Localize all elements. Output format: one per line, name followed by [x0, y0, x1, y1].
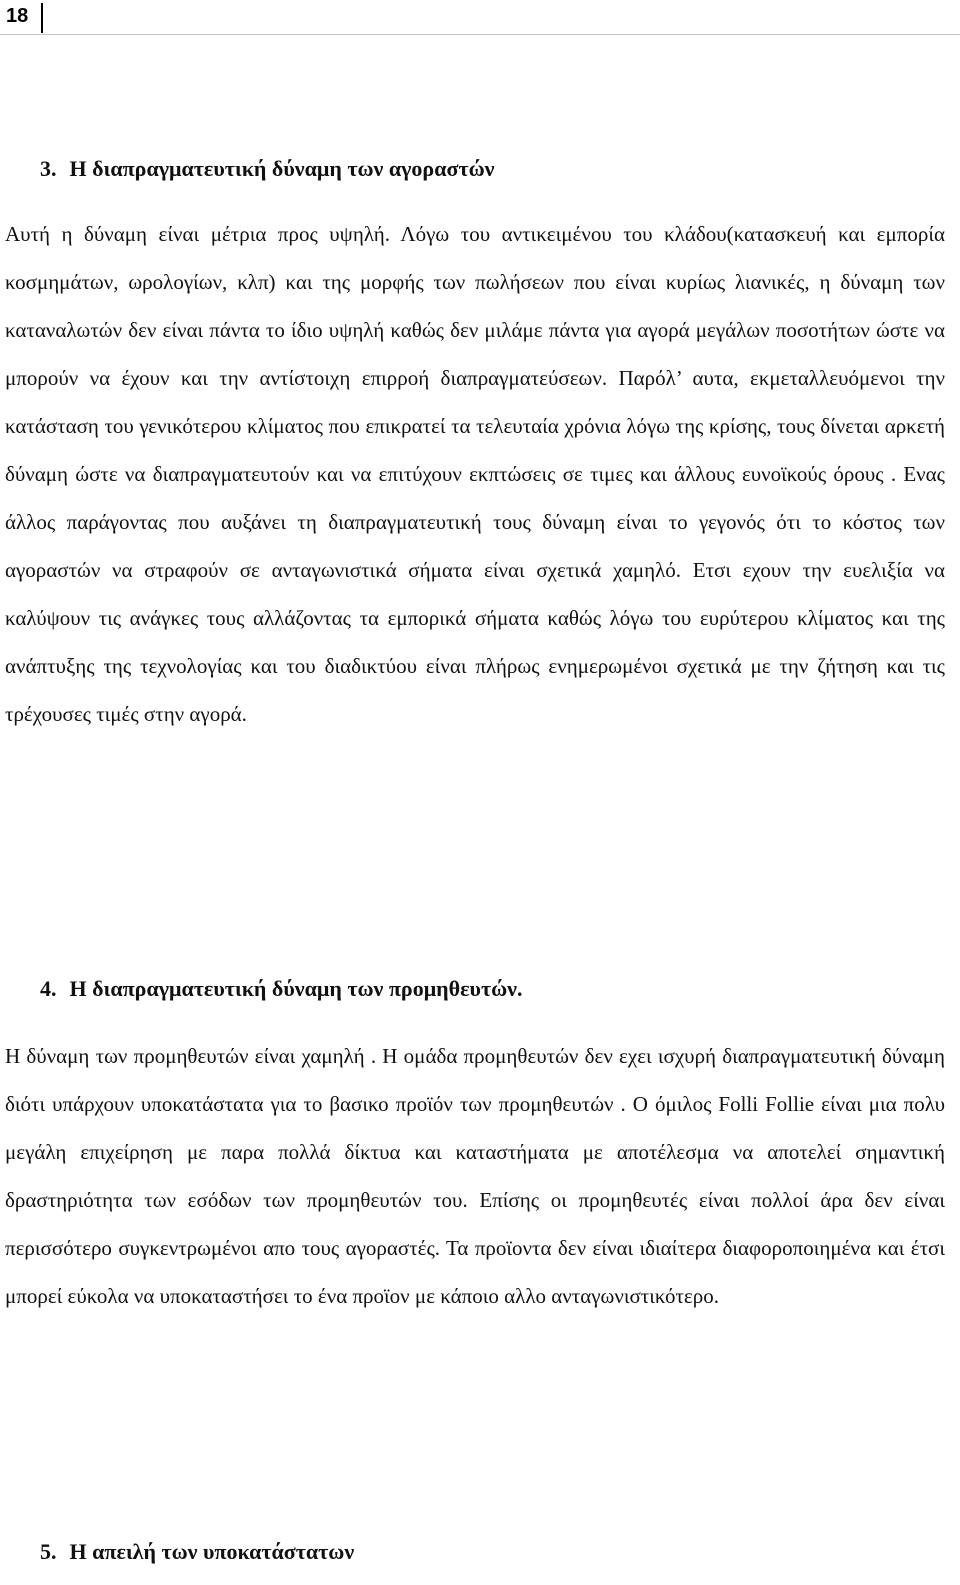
section-5-number: 5.: [40, 1539, 57, 1564]
section-4-paragraph: Η δύναμη των προμηθευτών είναι χαμηλή . Η ομάδα προμηθευτών δεν εχει ισχυρή διαπραγματευτική δύναμη διότι υπάρχουν υποκατάστατα για το βασικο προϊόν των προμηθευτών . Ο όμιλος Folli Follie είναι μια πολυ μεγάλη επιχείρηση με παρα πολλά δίκτυα και καταστήματα με αποτέλεσμα να αποτελεί σημαντική δραστηριότητα των εσόδων των προμηθευτών του. Επίσης οι προμηθευτές είναι πολλοί άρα δεν είναι περισσότερο συγκεντρωμένοι απο τους αγοραστές. Τα προϊοντα δεν είναι ιδιαίτερα διαφοροποιημένα και έτσι μπορεί εύκολα να υποκαταστήσει το ένα προϊον με κάποιο αλλο ανταγωνιστικότερο.: [5, 1044, 945, 1308]
section-3-number: 3.: [40, 156, 57, 181]
section-4-heading: [40, 975, 523, 1003]
section-3-title: Η διαπραγματευτική δύναμη των αγοραστών: [69, 156, 495, 181]
page-header: [0, 0, 960, 35]
header-divider: [41, 3, 43, 33]
section-3-paragraph: Αυτή η δύναμη είναι μέτρια προς υψηλή. Λόγω του αντικειμένου του κλάδου(κατασκευή και εμπορία κοσμημάτων, ωρολογίων, κλπ) και της μορφής των πωλήσεων που είναι κυρίως λιανικές, η δύναμη των καταναλωτών δεν είναι πάντα το ίδιο υψηλή καθώς δεν μιλάμε πάντα για αγορά μεγάλων ποσοτήτων ώστε να μπορούν να έχουν και την αντίστοιχη επιρροή διαπραγματεύσεων. Παρόλ’ αυτα, εκμεταλλευόμενοι την κατάσταση του γενικότερου κλίματος που επικρατεί τα τελευταία χρόνια λόγω της κρίσης, τους δίνεται αρκετή δύναμη ώστε να διαπραγματευτούν και να επιτύχουν εκπτώσεις σε τιμες και άλλους ευνοϊκούς όρους . Ενας άλλος παράγοντας που αυξάνει τη διαπραγματευτική τους δύναμη είναι το γεγονός ότι το κόστος των αγοραστών να στραφούν σε ανταγωνιστικά σήματα είναι σχετικά χαμηλό. Ετσι εχουν την ευελιξία να καλύψουν τις ανάγκες τους αλλάζοντας τα εμπορικά σήματα καθώς λόγω του ευρύτερου κλίματος και της ανάπτυξης της τεχνολογίας και του διαδικτύου είναι πλήρως ενημερωμένοι σχετικά με την ζήτηση και τις τρέχουσες τιμές στην αγορά.: [5, 222, 945, 726]
section-4-number: 4.: [40, 976, 57, 1001]
section-5-heading: [40, 1538, 354, 1566]
page-number: 18: [6, 5, 29, 27]
section-3-heading: [40, 155, 495, 183]
section-5-title: Η απειλή των υποκατάστατων: [69, 1539, 355, 1564]
section-4-title: Η διαπραγματευτική δύναμη των προμηθευτών.: [69, 976, 523, 1001]
